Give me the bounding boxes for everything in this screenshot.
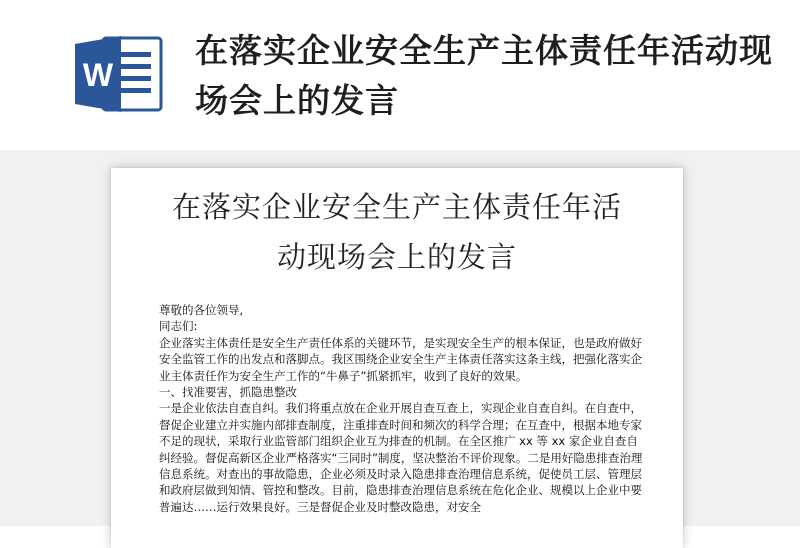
salutation-comrades: 同志们: xyxy=(159,319,198,334)
document-page xyxy=(111,168,683,548)
word-document-icon xyxy=(73,34,165,114)
page-title: 在落实企业安全生产主体责任年活动现场会上的发言 xyxy=(195,31,773,120)
section-heading: 一、找准要害，抓隐患整改 xyxy=(159,385,297,400)
document-title xyxy=(111,182,683,282)
header xyxy=(0,0,800,150)
body-paragraph: 企业落实主体责任是安全生产责任体系的关键环节，是实现安全生产的根本保证，也是政府做好安全监管工作的出发点和落脚点。我区围绕企业安全生产主体责任落实这条主线，把强化落实企业主体责任作为安全生产工作的“牛鼻子”抓紧抓牢，收到了良好的效果。 xyxy=(159,335,642,383)
document-title-line-2: 动现场会上的发言 xyxy=(276,240,517,274)
word-icon-letter: W xyxy=(82,57,114,93)
body-paragraph: 一是企业依法自查自纠。我们将重点放在企业开展自查互查上，实现企业自查自纠。在自查中，督促企业建立并实施内部排查制度，注重排查时间和频次的科学合理；在互查中，根据本地专家不足的现状，采取行业监管部门组织企业互为排查的机制。在全区推广 xx 等 xx 家企业自查自纠经验。督促高新区企业严格落实“三同时”制度，坚决整治不评价现象。二是用好隐患排查治理信息系统。对查出的事故隐患，企业必须及时录入隐患排查治理信息系统，促使员工层、管理层和政府层做到知情、管控和整改。目前，隐患排查治理信息系统在危化企业、规模以上企业中要普遍达……运行效果良好。三是督促企业及时整改隐患，对安全 xyxy=(159,401,643,514)
document-title-line-1: 在落实企业安全生产主体责任年活 xyxy=(171,190,622,224)
document-body xyxy=(159,302,643,515)
salutation: 尊敬的各位领导, xyxy=(159,303,244,317)
